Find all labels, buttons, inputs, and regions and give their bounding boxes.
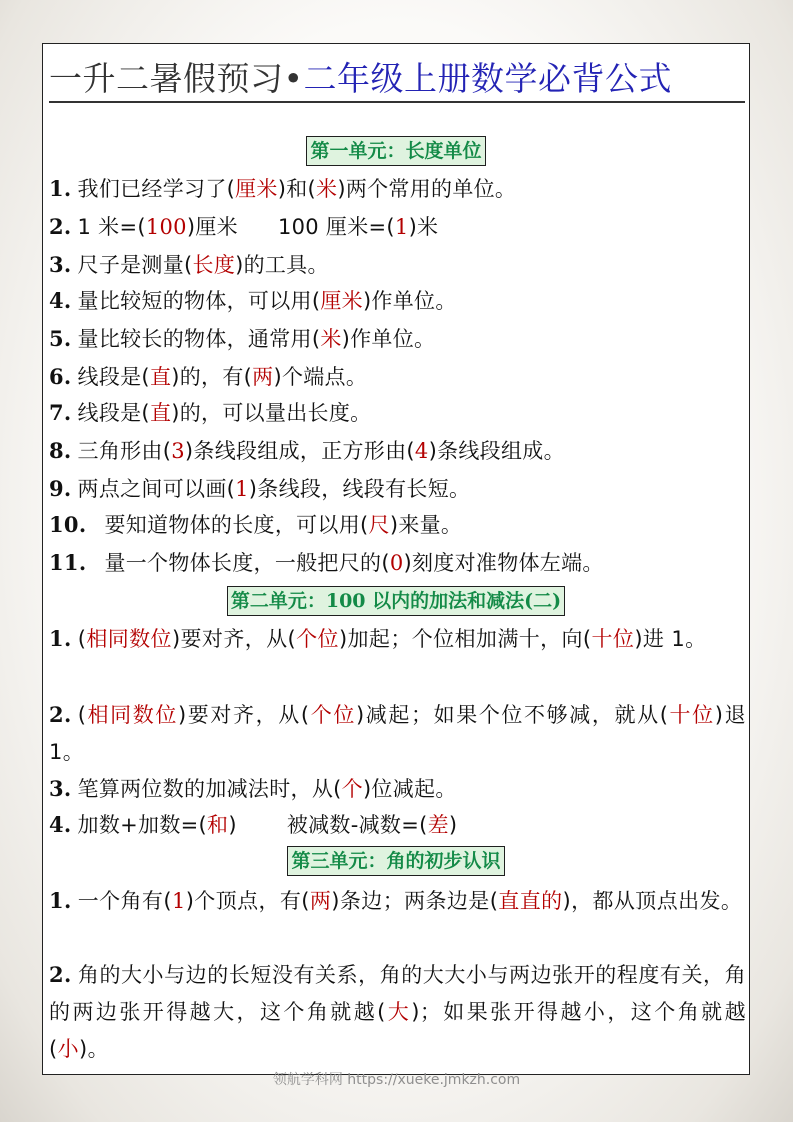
item-text: )加起；个位相加满十，向(: [338, 627, 592, 651]
item-number: 1.: [49, 626, 72, 651]
answer-text: 大: [385, 1000, 412, 1024]
item-text: 要知道物体的长度，可以用(: [104, 513, 369, 537]
item-number: 10.: [49, 512, 87, 537]
list-item: [49, 208, 749, 246]
answer-text: 尺: [368, 513, 390, 537]
answer-text: 个位: [296, 627, 339, 651]
item-text: )的，可以量出长度。: [171, 401, 372, 425]
item-number: 8.: [49, 438, 72, 463]
answer-text: 100: [145, 215, 187, 239]
item-text: )进 1。: [634, 627, 707, 651]
answer-text: 个: [341, 777, 363, 801]
item-text: )两个常用的单位。: [337, 177, 517, 201]
item-number: 3.: [49, 776, 72, 801]
title-bullet: •: [283, 59, 304, 98]
item-text: 量比较长的物体，通常用(: [77, 327, 321, 351]
answer-text: 小: [57, 1037, 79, 1061]
item-text: )米: [408, 215, 439, 239]
item-text: )作单位。: [341, 327, 436, 351]
list-item: [49, 394, 749, 432]
item-text: )条线段组成，正方形由(: [184, 439, 415, 463]
item-text: )要对齐，从(: [171, 627, 297, 651]
answer-text: 十位: [668, 703, 715, 727]
answer-text: 0: [389, 551, 404, 575]
item-text: )条线段组成。: [428, 439, 565, 463]
item-number: 1.: [49, 888, 72, 913]
answer-text: 厘米: [320, 289, 363, 313]
item-text: )；如果张开得越小，这个角就越(: [49, 1000, 746, 1061]
list-item: [49, 806, 749, 844]
item-text: 加数+加数=(: [77, 813, 208, 837]
item-number: 7.: [49, 400, 72, 425]
item-text: 我们已经学习了(: [77, 177, 236, 201]
item-text: )作单位。: [362, 289, 457, 313]
answer-text: 1: [171, 889, 186, 913]
list-item: [49, 432, 749, 470]
item-text: )厘米: [186, 215, 238, 239]
item-text: )的，有(: [171, 365, 253, 389]
answer-text: 直直的: [498, 889, 563, 913]
item-text: 1 米=(: [77, 215, 146, 239]
item-number: 2.: [49, 702, 72, 727]
list-item: [49, 620, 746, 658]
document-page: [42, 43, 750, 1075]
item-text: 线段是(: [77, 365, 150, 389]
item-number: 2.: [49, 962, 72, 987]
item-text: )位减起。: [362, 777, 457, 801]
item-text: )刻度对准物体左端。: [403, 551, 604, 575]
item-text: 线段是(: [77, 401, 150, 425]
item-text: )的工具。: [235, 253, 329, 277]
title-underline: [49, 101, 745, 103]
answer-text: 4: [414, 439, 429, 463]
item-text: )退 1。: [49, 703, 746, 764]
list-item: [49, 282, 749, 320]
list-item: [49, 544, 749, 582]
item-number: 4.: [49, 288, 72, 313]
answer-text: 相同数位: [86, 703, 178, 727]
item-text: )条线段，线段有长短。: [248, 477, 471, 501]
answer-text: 3: [171, 439, 185, 463]
answer-text: 差: [427, 813, 449, 837]
item-text: 两点之间可以画(: [77, 477, 236, 501]
list-item: [49, 470, 749, 508]
answer-text: 个位: [309, 703, 356, 727]
answer-text: 米: [320, 327, 342, 351]
item-number: 3.: [49, 252, 72, 277]
list-item: [49, 696, 746, 771]
item-text: 一个角有(: [77, 889, 172, 913]
answer-text: 长度: [192, 253, 236, 277]
item-text: 量比较短的物体，可以用(: [77, 289, 321, 313]
item-text: 量一个物体长度，一般把尺的(: [104, 551, 390, 575]
answer-text: 十位: [591, 627, 635, 651]
list-item: [49, 358, 749, 396]
answer-text: 1: [235, 477, 249, 501]
item-text: 尺子是测量(: [77, 253, 193, 277]
item-text: )来量。: [389, 513, 463, 537]
item-text: ): [448, 813, 458, 837]
section-header-label: 第一单元：长度单位: [306, 136, 485, 166]
section-header-unit-1: [43, 136, 749, 166]
item-text: )个端点。: [273, 365, 368, 389]
item-text: 三角形由(: [77, 439, 172, 463]
item-text: )个顶点，有(: [185, 889, 310, 913]
answer-text: 两: [252, 365, 274, 389]
answer-text: 米: [316, 177, 338, 201]
item-number: 6.: [49, 364, 72, 389]
answer-text: 和: [207, 813, 229, 837]
item-text: 被减数-减数=(: [286, 813, 428, 837]
item-text: )。: [79, 1037, 109, 1061]
section-header-label: 第三单元：角的初步认识: [287, 846, 504, 876]
section-header-unit-3: [43, 846, 749, 876]
title-main: 一升二暑假预习: [49, 59, 284, 98]
answer-text: 两: [309, 889, 332, 913]
section-header-unit-2: [43, 586, 749, 616]
item-text: )减起；如果个位不够减，就从(: [355, 703, 669, 727]
list-item: [49, 956, 746, 1068]
page-title: [49, 58, 745, 100]
item-number: 5.: [49, 326, 72, 351]
item-number: 11.: [49, 550, 87, 575]
title-subtitle: 二年级上册数学必背公式: [303, 59, 672, 98]
item-text: 角的大小与边的长短没有关系，角的大大小与两边张开的程度有关，角的两边张开得越大，这个角就越(: [49, 963, 746, 1024]
list-item: [49, 170, 749, 208]
item-text: (: [77, 703, 87, 727]
list-item: [49, 882, 746, 920]
list-item: [49, 770, 749, 808]
item-text: )要对齐，从(: [178, 703, 310, 727]
item-number: 2.: [49, 214, 72, 239]
item-text: )，都从顶点出发。: [562, 889, 743, 913]
answer-text: 直: [149, 365, 172, 389]
item-text: )条边；两条边是(: [331, 889, 499, 913]
list-item: [49, 320, 749, 358]
item-number: 1.: [49, 176, 72, 201]
answer-text: 相同数位: [86, 627, 172, 651]
item-text: 笔算两位数的加减法时，从(: [77, 777, 342, 801]
item-number: 4.: [49, 812, 72, 837]
item-text: ): [228, 813, 237, 837]
footer-source: 领航学科网 https://xueke.jmkzh.com: [272, 1072, 521, 1088]
item-text: 100 厘米=(: [277, 215, 395, 239]
answer-text: 厘米: [235, 177, 278, 201]
section-header-label: 第二单元：100 以内的加法和减法(二): [227, 586, 565, 616]
list-item: [49, 506, 749, 544]
item-text: )和(: [277, 177, 317, 201]
list-item: [49, 246, 749, 284]
item-text: (: [77, 627, 87, 651]
item-number: 9.: [49, 476, 72, 501]
answer-text: 直: [149, 401, 172, 425]
answer-text: 1: [394, 215, 409, 239]
